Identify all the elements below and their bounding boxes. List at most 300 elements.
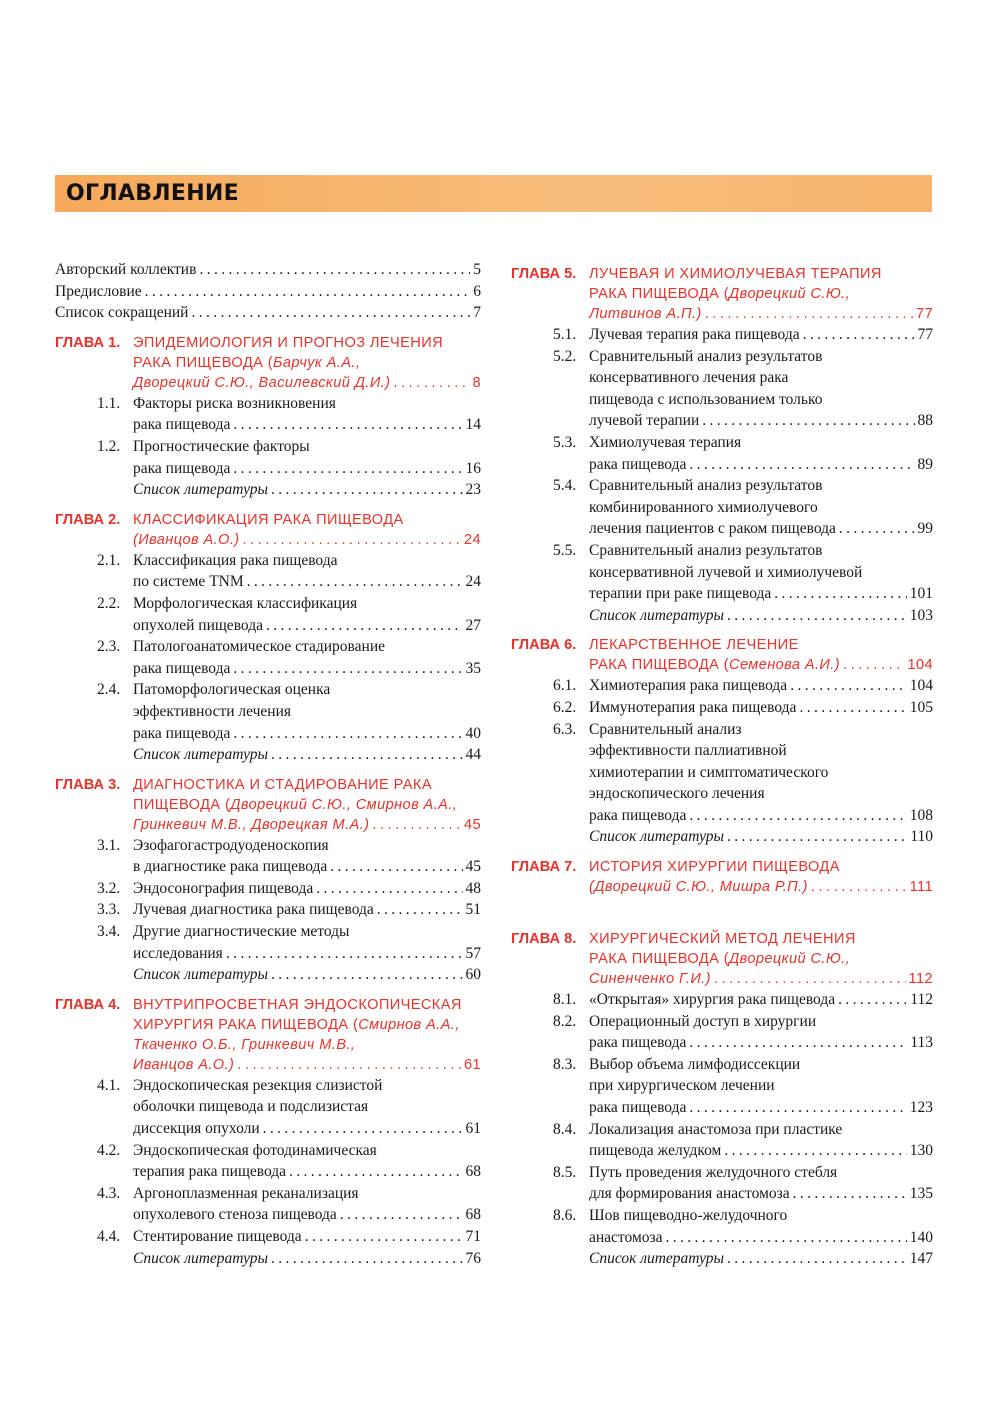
entry-title: [133, 744, 481, 766]
entry-line: [589, 1205, 933, 1227]
entry-title: [589, 475, 933, 540]
dot-leader: [263, 1118, 463, 1140]
entry-line: [133, 436, 481, 458]
entry-text: [589, 877, 808, 897]
entry-title: [133, 921, 481, 964]
entry-text-part: оболочки пищевода и подслизистая: [133, 1098, 369, 1116]
section-number: 3.3.: [97, 901, 121, 919]
toc-entry[interactable]: [55, 1140, 481, 1183]
toc-entry[interactable]: [511, 324, 933, 346]
entry-text-part: ВНУТРИПРОСВЕТНАЯ ЭНДОСКОПИЧЕСКАЯ: [133, 996, 462, 1013]
entry-line: [133, 530, 481, 550]
entry-text-part: Морфологическая классификация: [133, 594, 358, 612]
entry-text: [589, 635, 799, 655]
entry-authors: Список литературы: [589, 828, 725, 846]
toc-entry[interactable]: [55, 636, 481, 679]
toc-entry[interactable]: [55, 393, 481, 436]
dot-leader: [689, 1032, 907, 1054]
entry-authors: Иванцов А.О.): [133, 1056, 235, 1073]
entry-text: [589, 697, 796, 719]
toc-entry[interactable]: [511, 432, 933, 475]
dot-leader: [705, 304, 913, 324]
entry-text: [133, 393, 336, 415]
toc-entry[interactable]: [511, 1248, 933, 1270]
entry-text: [133, 964, 268, 986]
entry-line: [589, 989, 933, 1011]
entry-text: [589, 432, 741, 454]
dot-leader: [689, 805, 906, 827]
entry-title: [133, 333, 481, 393]
chapter-label: ГЛАВА 1.: [55, 334, 121, 351]
entry-line: [589, 264, 933, 284]
entry-text: [133, 458, 230, 480]
entry-text-part: консервативного лечения рака: [589, 369, 789, 387]
entry-text: [133, 530, 240, 550]
entry-text-part: Путь проведения желудочного стебля: [589, 1163, 838, 1181]
page-number[interactable]: 112: [910, 991, 933, 1009]
page-number[interactable]: 7: [473, 304, 481, 322]
entry-line: [589, 540, 933, 562]
entry-text: [589, 805, 686, 827]
entry-text-part: диссекция опухоли: [133, 1120, 260, 1138]
page-number[interactable]: 16: [465, 459, 481, 477]
toc-chapter[interactable]: [55, 510, 481, 550]
entry-text-part: «Открытая» хирургия рака пищевода: [589, 991, 836, 1009]
entry-line: [589, 284, 933, 304]
entry-title: [589, 1162, 933, 1205]
entry-text: [133, 856, 327, 878]
dot-leader: [793, 1183, 907, 1205]
page-number[interactable]: 45: [465, 858, 481, 876]
entry-text: [589, 1183, 790, 1205]
page-number[interactable]: 14: [465, 416, 481, 434]
entry-text-part: Эндоскопическая резекция слизистой: [133, 1076, 383, 1094]
page-number[interactable]: 104: [909, 677, 933, 695]
toc-entry[interactable]: [55, 744, 481, 766]
toc-entry[interactable]: [511, 697, 933, 719]
chapter-label: ГЛАВА 3.: [55, 776, 121, 793]
entry-authors: Гринкевич М.В., Дворецкая М.А.): [133, 816, 370, 833]
entry-text: [133, 1118, 260, 1140]
toc-right-column: [511, 264, 933, 1270]
toc-chapter[interactable]: [511, 857, 933, 897]
toc-entry[interactable]: [55, 878, 481, 900]
page-number[interactable]: 104: [907, 657, 933, 674]
entry-text-part: опухолей пищевода: [133, 616, 263, 634]
entry-line: [133, 593, 481, 615]
entry-line: [133, 995, 481, 1015]
entry-text-part: Факторы риска возникновения: [133, 394, 336, 412]
entry-text: [589, 304, 702, 324]
entry-text: [589, 1075, 775, 1097]
entry-authors: Ткаченко О.Б., Гринкевич М.В.,: [133, 1036, 356, 1053]
entry-title: [133, 393, 481, 436]
entry-text: [589, 264, 882, 284]
page-number[interactable]: 147: [909, 1250, 933, 1268]
entry-line: [589, 518, 933, 540]
entry-text-part: Лучевая диагностика рака пищевода: [133, 901, 374, 919]
page-number[interactable]: 8: [472, 374, 481, 391]
page-number[interactable]: 112: [908, 971, 933, 988]
entry-line: [133, 1204, 481, 1226]
toc-entry[interactable]: [55, 964, 481, 986]
dot-leader: [811, 877, 907, 897]
toc-entry[interactable]: [511, 989, 933, 1011]
entry-line: [589, 1054, 933, 1076]
entry-text: [133, 943, 223, 965]
entry-line: [589, 304, 933, 324]
entry-text-part: РАКА ПИЩЕВОДА (: [133, 354, 273, 371]
entry-title: [133, 899, 481, 921]
entry-title: [589, 929, 933, 989]
entry-line: [589, 432, 933, 454]
page-number[interactable]: 45: [463, 816, 481, 833]
page-number[interactable]: 60: [465, 966, 481, 984]
page-number[interactable]: 6: [473, 282, 481, 300]
toc-entry[interactable]: [55, 436, 481, 479]
page-number[interactable]: 130: [909, 1142, 933, 1160]
toc-entry[interactable]: [511, 719, 933, 827]
entry-title: [589, 1054, 933, 1119]
entry-text: [133, 723, 230, 745]
entry-text-part: ДИАГНОСТИКА И СТАДИРОВАНИЕ РАКА: [133, 776, 432, 793]
entry-text-part: РАКА ПИЩЕВОДА (: [589, 951, 729, 968]
entry-text-part: рака пищевода: [589, 1099, 687, 1117]
page-number[interactable]: 48: [465, 879, 481, 897]
page-number[interactable]: 61: [463, 1056, 481, 1073]
entry-text: [133, 550, 337, 572]
entry-text: [589, 969, 711, 989]
dot-leader: [393, 373, 469, 393]
entry-text: [133, 1055, 234, 1075]
entry-line: [133, 964, 481, 986]
entry-line: [133, 393, 481, 415]
section-number: 5.3.: [553, 433, 577, 451]
toc-entry[interactable]: [511, 1054, 933, 1119]
section-number: 8.2.: [553, 1012, 577, 1030]
entry-line: [133, 1096, 481, 1118]
toc-chapter[interactable]: [511, 929, 933, 989]
entry-line: [589, 1075, 933, 1097]
toc-entry[interactable]: [55, 550, 481, 593]
entry-title: [589, 264, 933, 324]
entry-title: [589, 1119, 933, 1162]
entry-text-part: Авторский коллектив: [55, 261, 197, 278]
entry-text-part: Сравнительный анализ результатов: [589, 477, 823, 495]
entry-line: [589, 605, 933, 627]
entry-text-part: Выбор объема лимфодиссекции: [589, 1055, 801, 1073]
toc-chapter[interactable]: [55, 333, 481, 393]
entry-text-part: ЭПИДЕМИОЛОГИЯ И ПРОГНОЗ ЛЕЧЕНИЯ: [133, 334, 444, 351]
toc-entry[interactable]: [55, 281, 481, 303]
section-number: 5.2.: [553, 347, 577, 365]
entry-text: [133, 899, 374, 921]
page-number[interactable]: 5: [473, 261, 481, 278]
entry-text: [133, 436, 310, 458]
entry-text: [589, 346, 822, 368]
page-number[interactable]: 108: [909, 806, 933, 824]
entry-text-part: Шов пищеводно-желудочного: [589, 1207, 788, 1224]
page-number[interactable]: 71: [465, 1228, 481, 1245]
chapter-label: ГЛАВА 5.: [511, 266, 577, 282]
entry-text-part: эффективности паллиативной: [589, 742, 787, 760]
dot-leader: [372, 815, 461, 835]
page-number[interactable]: 68: [465, 1163, 481, 1181]
entry-line: [589, 969, 933, 989]
page-number[interactable]: 111: [909, 879, 933, 896]
entry-title: [133, 636, 481, 679]
entry-text-part: исследования: [133, 944, 223, 962]
entry-text-part: опухолевого стеноза пищевода: [133, 1206, 337, 1224]
entry-line: [133, 353, 481, 373]
entry-text-part: для формирования анастомоза: [589, 1185, 790, 1203]
entry-text-part: терапия рака пищевода: [133, 1163, 287, 1181]
dot-leader: [702, 410, 914, 432]
page-number[interactable]: 99: [917, 520, 933, 538]
entry-text: [133, 835, 329, 857]
dot-leader: [271, 744, 462, 766]
toc-chapter[interactable]: [55, 775, 481, 835]
toc-entry[interactable]: [55, 479, 481, 501]
page-number[interactable]: 23: [465, 481, 481, 499]
header-bar: [55, 175, 932, 212]
entry-line: [55, 259, 481, 281]
toc-entry[interactable]: [511, 826, 933, 848]
toc-entry[interactable]: [55, 593, 481, 636]
entry-text: [133, 1035, 355, 1055]
toc-entry[interactable]: [55, 259, 481, 281]
entry-line: [589, 762, 933, 784]
toc-entry[interactable]: [511, 1205, 933, 1248]
section-number: 4.4.: [97, 1228, 121, 1245]
dot-leader: [838, 989, 907, 1011]
entry-line: [589, 740, 933, 762]
dot-leader: [330, 856, 462, 878]
entry-text: [589, 1227, 663, 1249]
toc-entry[interactable]: [511, 1011, 933, 1054]
entry-line: [589, 719, 933, 741]
entry-text: [589, 410, 699, 432]
entry-text-part: Химиотерапия рака пищевода: [589, 677, 788, 695]
entry-text-part: химиотерапии и симптоматического: [589, 763, 829, 781]
entry-text: [589, 655, 840, 675]
entry-text-part: рака пищевода: [133, 724, 231, 742]
page-number[interactable]: 27: [465, 616, 481, 634]
entry-title: [589, 826, 933, 848]
page-number[interactable]: 77: [915, 306, 933, 322]
page-number[interactable]: 103: [909, 606, 933, 624]
entry-authors: Дворецкий С.Ю., Василевский Д.И.): [133, 374, 391, 391]
dot-leader: [714, 969, 906, 989]
entry-authors: Список литературы: [589, 606, 725, 624]
page-title: ОГЛАВЛЕНИЕ: [66, 181, 239, 206]
entry-line: [55, 281, 481, 303]
entry-line: [133, 1075, 481, 1097]
dot-leader: [316, 878, 462, 900]
entry-title: [133, 964, 481, 986]
page-number[interactable]: 24: [463, 531, 481, 548]
entry-authors: Список литературы: [589, 1250, 725, 1268]
page-number[interactable]: 110: [910, 828, 933, 846]
section-number: 6.1.: [553, 677, 577, 695]
entry-text-part: рака пищевода: [589, 1034, 687, 1052]
entry-line: [589, 697, 933, 719]
section-number: 4.1.: [97, 1076, 121, 1094]
toc-entry[interactable]: [511, 475, 933, 540]
entry-line: [133, 1140, 481, 1162]
entry-title: [589, 346, 933, 432]
toc-entry[interactable]: [55, 1075, 481, 1140]
dot-leader: [305, 1226, 463, 1248]
entry-line: [133, 1161, 481, 1183]
entry-line: [589, 475, 933, 497]
toc-chapter[interactable]: [511, 264, 933, 324]
section-number: 3.2.: [97, 879, 121, 897]
dot-leader: [724, 1140, 906, 1162]
entry-text: [589, 367, 788, 389]
toc-entry[interactable]: [55, 899, 481, 921]
toc-entry[interactable]: [511, 540, 933, 605]
entry-text: [589, 562, 862, 584]
entry-text-part: пищевода желудком: [589, 1142, 722, 1160]
toc-entry[interactable]: [511, 346, 933, 432]
entry-authors: Литвинов А.П.): [589, 306, 702, 322]
entry-title: [589, 635, 933, 675]
entry-title: [589, 324, 933, 346]
entry-line: [589, 857, 933, 877]
section-number: 5.5.: [553, 541, 577, 559]
entry-text-part: лечения пациентов с раком пищевода: [589, 520, 836, 538]
toc-entry[interactable]: [511, 605, 933, 627]
toc-entry[interactable]: [55, 835, 481, 878]
entry-line: [133, 550, 481, 572]
entry-text: [589, 783, 765, 805]
dot-leader: [727, 1248, 907, 1270]
page-number[interactable]: 101: [909, 585, 933, 603]
section-number: 5.1.: [553, 326, 577, 343]
page-number[interactable]: 68: [465, 1206, 481, 1224]
page-number[interactable]: 140: [909, 1228, 933, 1246]
entry-title: [133, 550, 481, 593]
entry-text: [133, 701, 291, 723]
entry-line: [589, 389, 933, 411]
toc-entry[interactable]: [55, 1183, 481, 1226]
toc-entry[interactable]: [511, 1119, 933, 1162]
entry-line: [133, 943, 481, 965]
dot-leader: [774, 583, 906, 605]
entry-text: [589, 389, 822, 411]
toc-entry[interactable]: [55, 302, 481, 324]
entry-text: [589, 1119, 842, 1141]
page-number[interactable]: 89: [917, 455, 933, 473]
entry-text-part: комбинированного химиолучевого: [589, 498, 818, 516]
page-number[interactable]: 88: [917, 412, 933, 430]
entry-text-part: Патологоанатомическое стадирование: [133, 638, 386, 656]
dot-leader: [843, 655, 904, 675]
page-number[interactable]: 40: [465, 724, 481, 742]
section-number: 2.2.: [97, 594, 121, 612]
page-number[interactable]: 113: [910, 1034, 933, 1052]
entry-line: [589, 346, 933, 368]
entry-text-part: пищевода с использованием только: [589, 390, 823, 408]
entry-line: [589, 1248, 933, 1270]
entry-text: [133, 1015, 460, 1035]
toc-entry[interactable]: [55, 1226, 481, 1248]
page-number[interactable]: 57: [465, 944, 481, 962]
entry-line: [589, 367, 933, 389]
entry-text: [133, 1096, 368, 1118]
dot-leader: [191, 302, 470, 324]
page-number[interactable]: 51: [465, 901, 481, 919]
entry-line: [133, 1055, 481, 1075]
section-number: 2.4.: [97, 681, 121, 699]
page-number[interactable]: 35: [465, 659, 481, 677]
section-number: 1.2.: [97, 437, 121, 455]
entry-text-part: консервативной лучевой и химиолучевой: [589, 563, 863, 581]
entry-text-part: рака пищевода: [133, 659, 231, 677]
entry-title: [55, 302, 481, 324]
entry-text: [589, 1205, 787, 1227]
page-number[interactable]: 44: [465, 746, 481, 764]
section-number: 4.2.: [97, 1141, 121, 1159]
toc-chapter[interactable]: [55, 995, 481, 1075]
toc-entry[interactable]: [511, 675, 933, 697]
entry-text: [589, 675, 787, 697]
entry-text: [133, 353, 360, 373]
entry-text-part: в диагностике рака пищевода: [133, 858, 328, 876]
toc-entry[interactable]: [55, 1248, 481, 1270]
dot-leader: [233, 658, 462, 680]
entry-line: [133, 1118, 481, 1140]
entry-title: [133, 679, 481, 744]
entry-title: [589, 857, 933, 897]
chapter-label: ГЛАВА 2.: [55, 511, 121, 528]
section-number: 3.4.: [97, 923, 121, 941]
page-number[interactable]: 61: [465, 1120, 481, 1138]
entry-title: [589, 719, 933, 827]
page-number[interactable]: 105: [909, 698, 933, 716]
entry-line: [133, 373, 481, 393]
entry-text: [55, 281, 142, 303]
entry-authors: (Дворецкий С.Ю., Мишра Р.П.): [589, 879, 808, 896]
toc-entry[interactable]: [55, 679, 481, 744]
entry-line: [133, 479, 481, 501]
toc-entry[interactable]: [55, 921, 481, 964]
entry-text: [133, 679, 330, 701]
section-number: 6.2.: [553, 698, 577, 716]
entry-text: [133, 615, 263, 637]
dot-leader: [377, 899, 463, 921]
entry-line: [133, 899, 481, 921]
entry-text-part: лучевой терапии: [589, 412, 700, 430]
toc-entry[interactable]: [511, 1162, 933, 1205]
dot-leader: [199, 259, 470, 281]
entry-text: [589, 605, 724, 627]
entry-text: [589, 1054, 800, 1076]
page-number[interactable]: 77: [917, 326, 933, 343]
page-number[interactable]: 123: [909, 1099, 933, 1117]
toc-chapter[interactable]: [511, 635, 933, 675]
page-number[interactable]: 135: [909, 1185, 933, 1203]
page-number[interactable]: 24: [465, 573, 481, 591]
entry-line: [133, 1035, 481, 1055]
section-number: 4.3.: [97, 1184, 121, 1202]
entry-text-part: РАКА ПИЩЕВОДА (: [589, 657, 729, 674]
page-number[interactable]: 76: [465, 1249, 481, 1267]
dot-leader: [727, 826, 907, 848]
entry-line: [589, 635, 933, 655]
entry-text: [589, 1097, 686, 1119]
